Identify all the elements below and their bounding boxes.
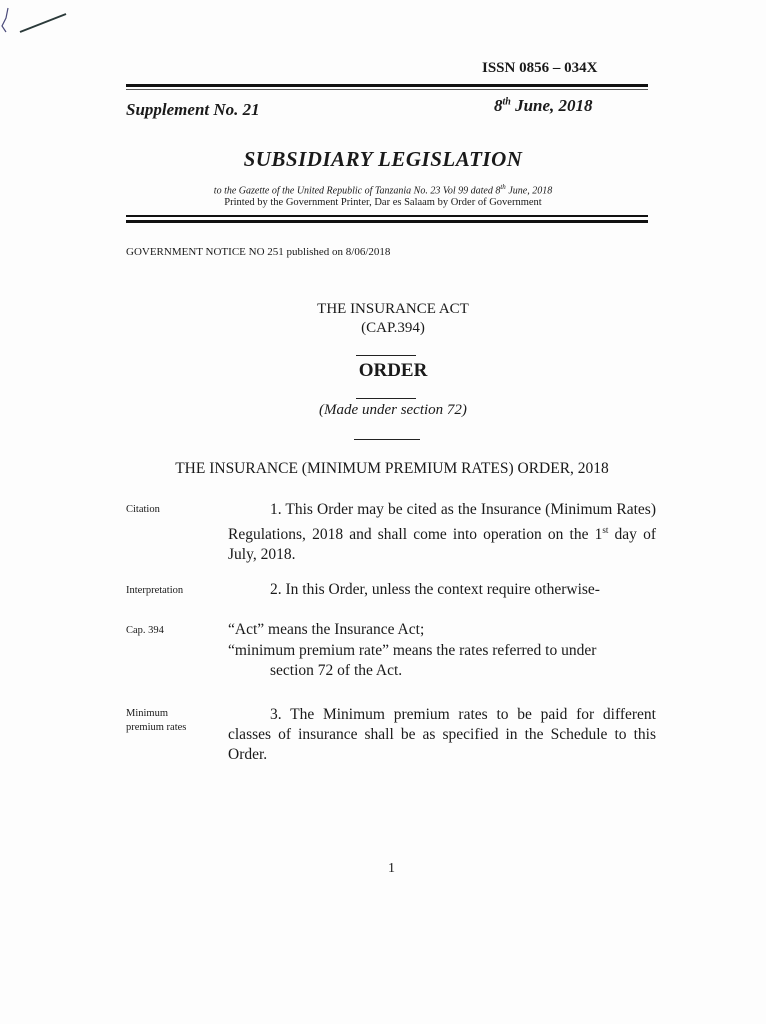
page-number: 1 bbox=[388, 861, 395, 876]
margin-note-cap: Cap. 394 bbox=[126, 625, 164, 636]
government-notice: GOVERNMENT NOTICE NO 251 published on 8/06/2018 bbox=[126, 246, 391, 258]
order-heading: ORDER bbox=[358, 360, 428, 381]
divider bbox=[356, 398, 416, 399]
section-2-text: 2. In this Order, unless the context require otherwise- bbox=[270, 581, 600, 598]
publication-date: 8th June, 2018 bbox=[494, 96, 593, 115]
section-1-text: 1. This Order may be cited as the Insurance (Minimum Rates) Regulations, 2018 and shall come into operation on the 1st day of July, 2018. bbox=[228, 501, 656, 564]
issn-number: ISSN 0856 – 034X bbox=[482, 60, 598, 76]
header-rule-top bbox=[126, 84, 648, 87]
divider bbox=[354, 439, 420, 440]
header-rule-top-thin bbox=[126, 89, 648, 90]
definition-act: “Act” means the Insurance Act; bbox=[228, 621, 425, 638]
definition-minimum-premium-rate-cont: section 72 of the Act. bbox=[270, 662, 403, 679]
subsidiary-legislation-title: SUBSIDIARY LEGISLATION bbox=[243, 147, 523, 171]
margin-note-interpretation: Interpretation bbox=[126, 585, 184, 596]
header-rule-bottom bbox=[126, 215, 648, 217]
section-3-text: 3. The Minimum premium rates to be paid for different classes of insurance shall be as specified in the Schedule to this Order. bbox=[228, 706, 656, 763]
header-rule-bottom-thick bbox=[126, 220, 648, 223]
printer-line: Printed by the Government Printer, Dar es Salaam by Order of Government bbox=[224, 197, 542, 208]
act-name: THE INSURANCE ACT bbox=[317, 301, 469, 317]
margin-note-minimum-premium-rates: Minimum premium rates bbox=[126, 708, 187, 733]
divider bbox=[356, 355, 416, 356]
made-under-section: (Made under section 72) bbox=[319, 402, 467, 418]
definition-minimum-premium-rate: “minimum premium rate” means the rates referred to under bbox=[228, 642, 597, 659]
handwritten-pen-mark bbox=[0, 0, 80, 45]
act-chapter: (CAP.394) bbox=[361, 320, 425, 336]
supplement-number: Supplement No. 21 bbox=[126, 100, 260, 119]
margin-note-citation: Citation bbox=[126, 504, 160, 515]
order-title: THE INSURANCE (MINIMUM PREMIUM RATES) ORDER, 2018 bbox=[175, 460, 609, 477]
gazette-reference: to the Gazette of the United Republic of Tanzania No. 23 Vol 99 dated 8th June, 2018 bbox=[213, 183, 553, 197]
